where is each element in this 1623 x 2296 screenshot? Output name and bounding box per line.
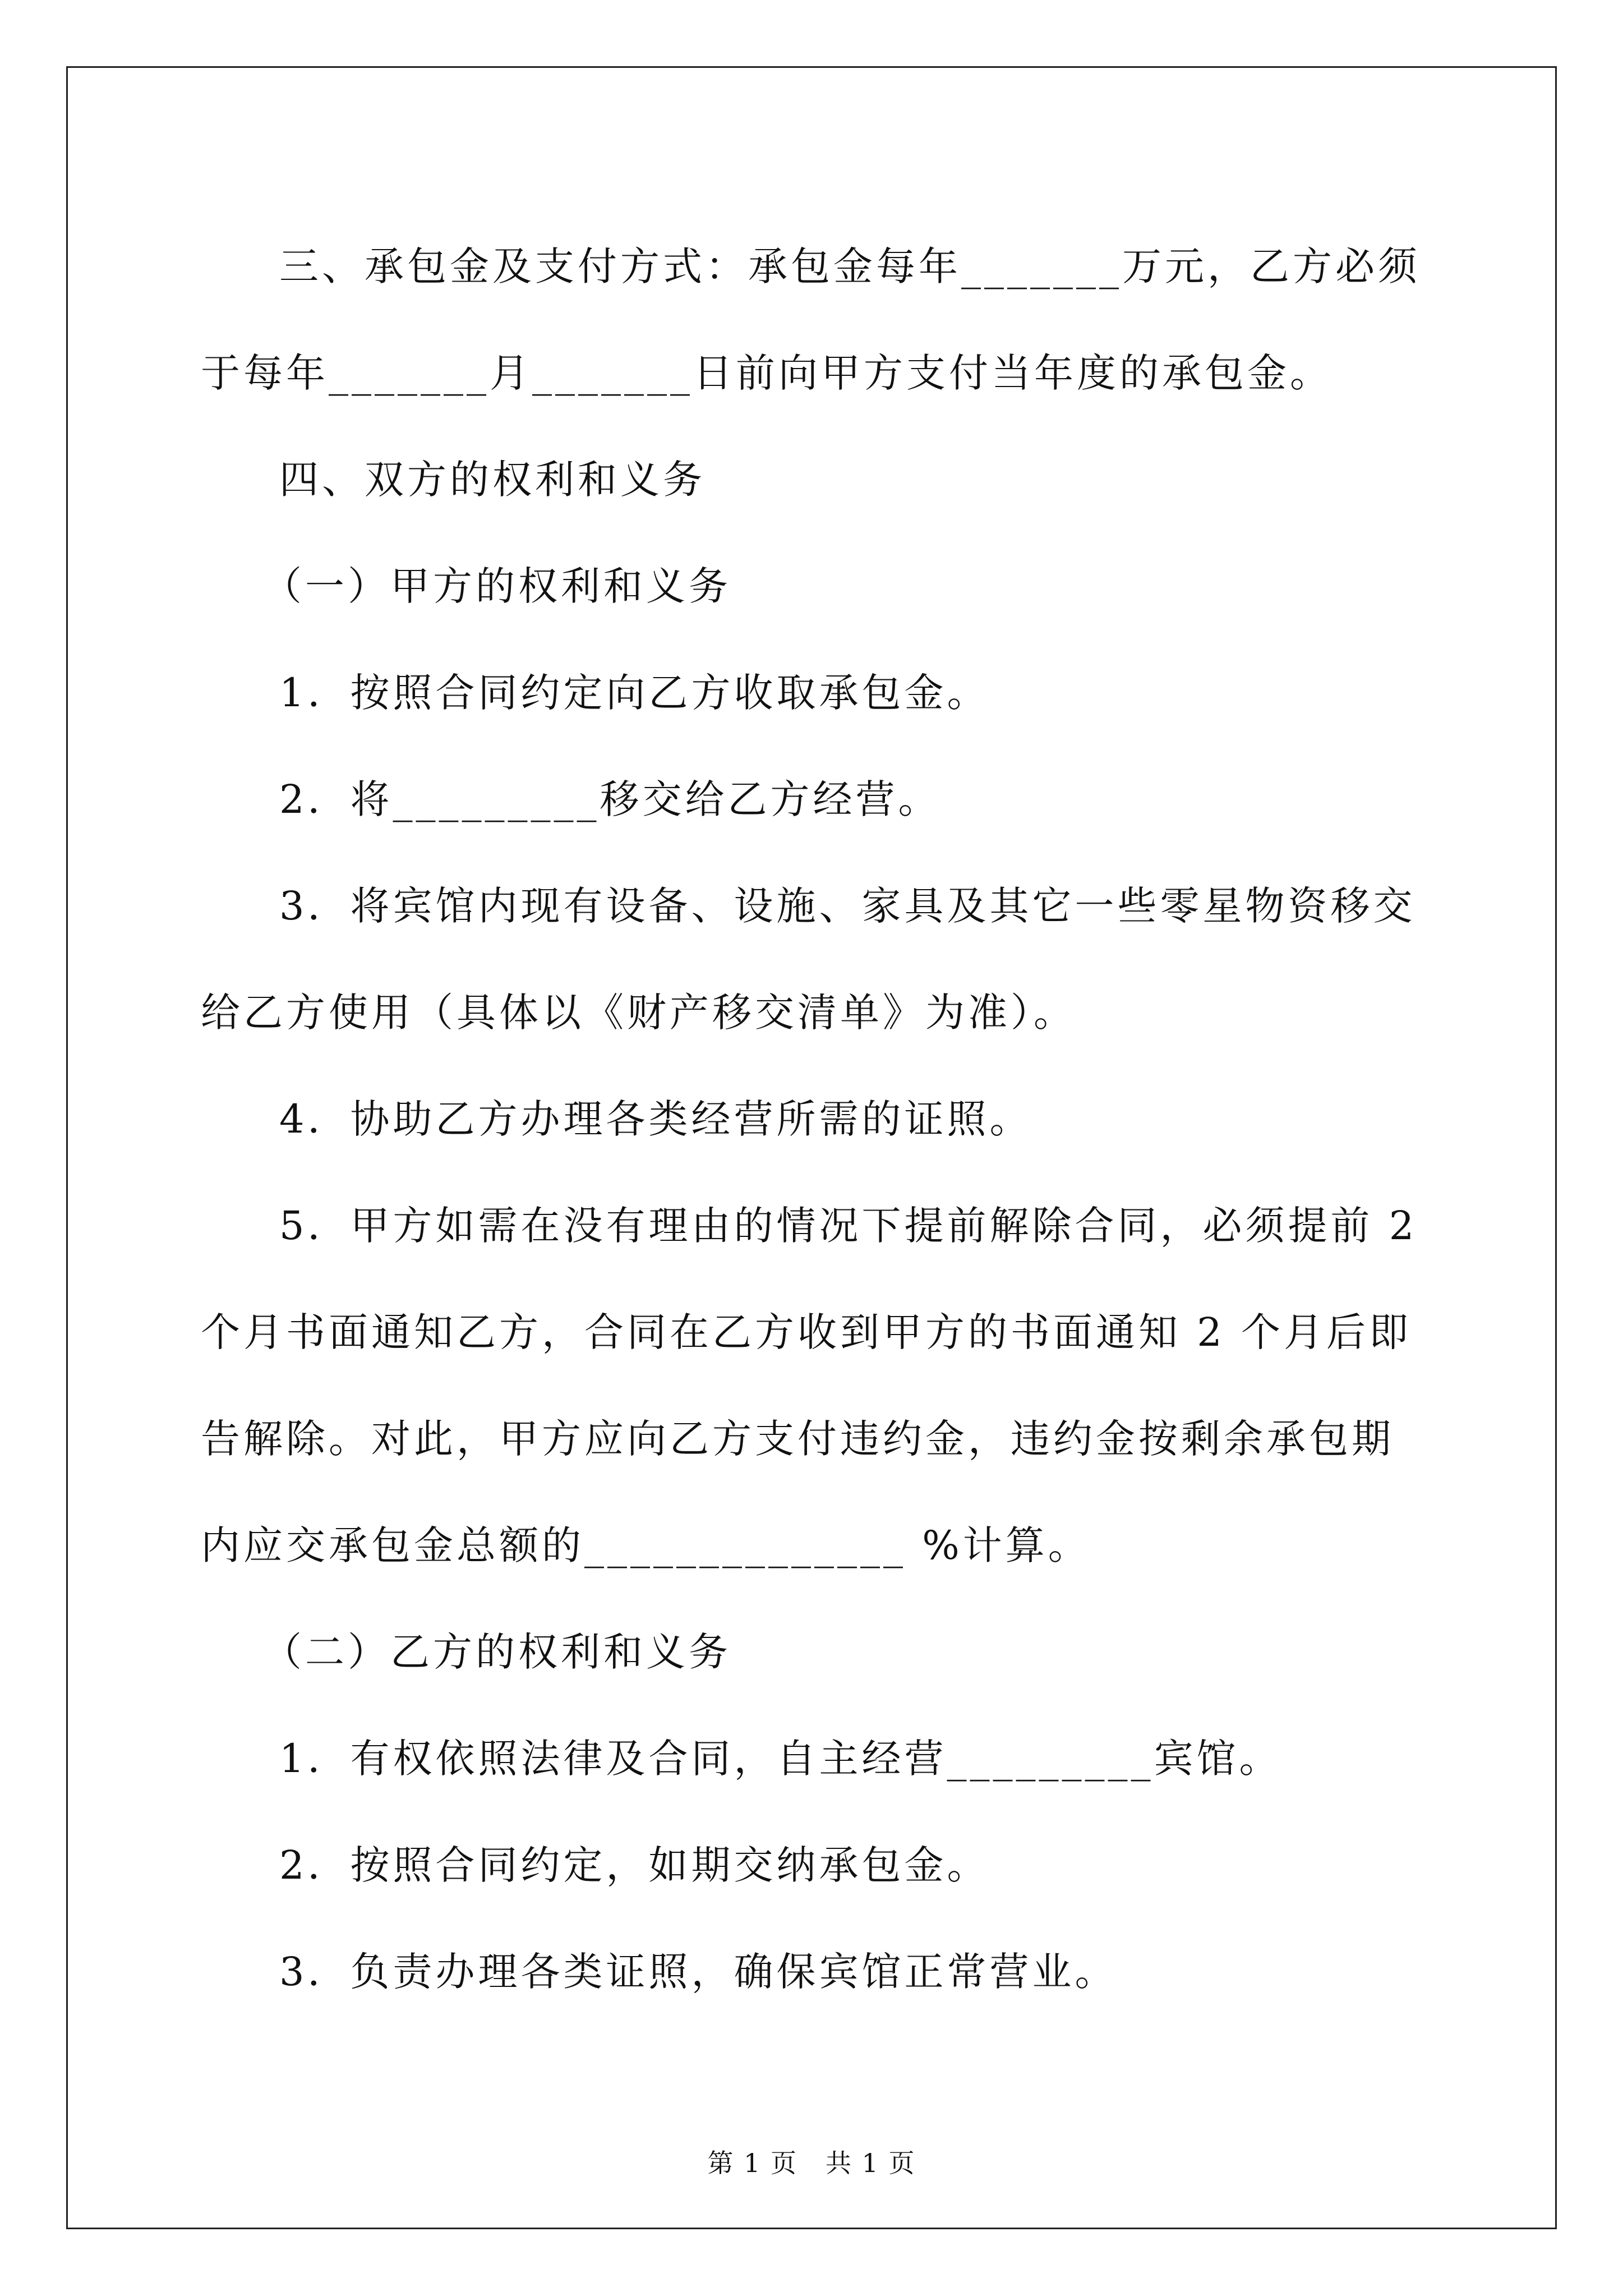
subheading-party-a: （一）甲方的权利和义务 <box>262 563 731 609</box>
list-item-party-a-5: 5．甲方如需在没有理由的情况下提前解除合同，必须提前 2 个月书面通知乙方，合同在乙方收到甲方的书面通知 2 个月后即告解除。对此，甲方应向乙方支付违约金，违约金按剩余承包期内应交承包金总额的______________ %计算。 <box>201 1203 1418 1568</box>
paragraph-contract-fee: 三、承包金及支付方式：承包金每年_______万元，乙方必须于每年_______月_______日前向甲方支付当年度的承包金。 <box>201 243 1421 396</box>
page-footer <box>0 2143 1623 2180</box>
list-item-party-a-2: 2．将_________移交给乙方经营。 <box>279 776 941 822</box>
list-item-party-a-3: 3．将宾馆内现有设备、设施、家具及其它一些零星物资移交给乙方使用（具体以《财产移交清单》为准）。 <box>201 883 1416 1036</box>
page-number-total: 共 1 页 <box>826 2148 916 2178</box>
list-item-party-a-1: 1．按照合同约定向乙方收取承包金。 <box>279 670 990 716</box>
document-body <box>201 213 1435 2025</box>
list-item-party-b-2: 2．按照合同约定，如期交纳承包金。 <box>279 1842 990 1888</box>
subheading-party-b: （二）乙方的权利和义务 <box>262 1629 731 1675</box>
heading-rights-obligations: 四、双方的权利和义务 <box>279 457 706 503</box>
list-item-party-b-3: 3．负责办理各类证照，确保宾馆正常营业。 <box>279 1949 1118 1995</box>
page-number-current: 第 1 页 <box>707 2148 797 2178</box>
list-item-party-b-1: 1．有权依照法律及合同，自主经营_________宾馆。 <box>279 1736 1282 1782</box>
list-item-party-a-4: 4．协助乙方办理各类经营所需的证照。 <box>279 1096 1032 1142</box>
